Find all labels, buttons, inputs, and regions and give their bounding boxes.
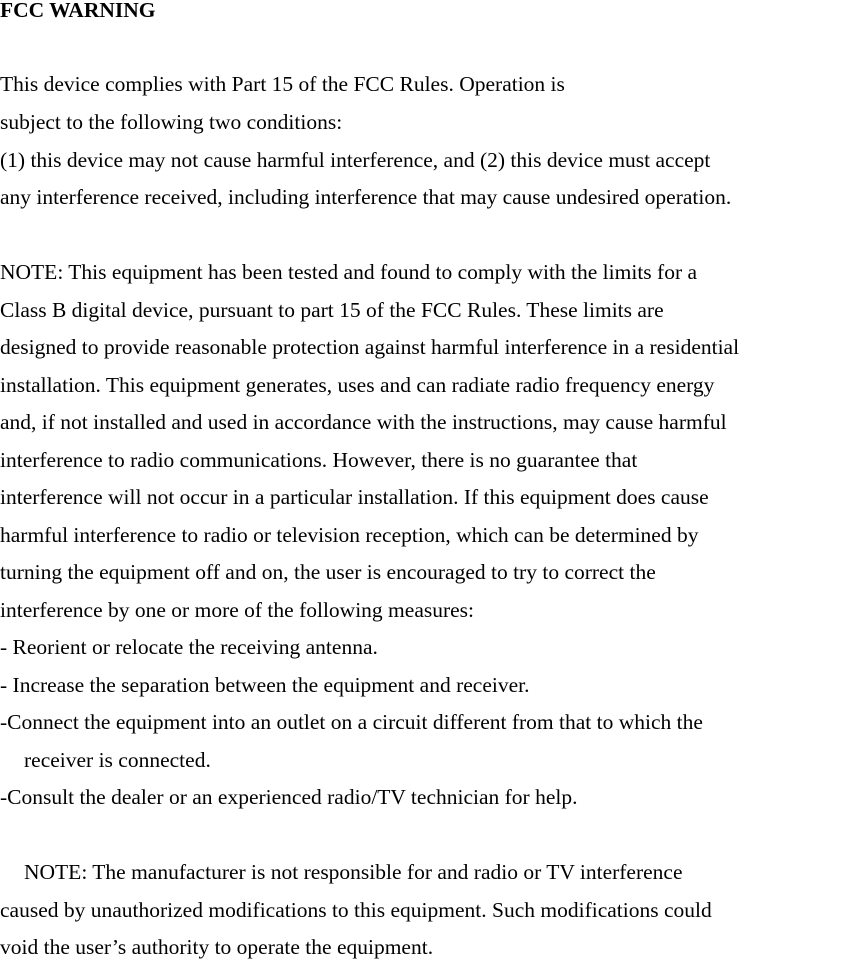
text-line: and, if not installed and used in accordance with the instructions, may cause harmful xyxy=(0,410,727,434)
text-line: This device complies with Part 15 of the FCC Rules. Operation is xyxy=(0,72,565,96)
text-line: subject to the following two conditions: xyxy=(0,110,343,134)
list-item: - Reorient or relocate the receiving antenna. xyxy=(0,635,378,659)
text-line: NOTE: This equipment has been tested and found to comply with the limits for a xyxy=(0,260,698,284)
text-line: installation. This equipment generates, uses and can radiate radio frequency energy xyxy=(0,373,715,397)
list-item: -Consult the dealer or an experienced radio/TV technician for help. xyxy=(0,785,578,809)
document-title: FCC WARNING xyxy=(0,0,156,22)
text-line: caused by unauthorized modifications to this equipment. Such modifications could xyxy=(0,898,712,922)
text-line: interference will not occur in a particular installation. If this equipment does cause xyxy=(0,485,709,509)
text-line: interference by one or more of the following measures: xyxy=(0,598,475,622)
text-line: interference to radio communications. However, there is no guarantee that xyxy=(0,448,638,472)
text-line: NOTE: The manufacturer is not responsible for and radio or TV interference xyxy=(24,860,683,884)
text-line: any interference received, including interference that may cause undesired operation. xyxy=(0,185,732,209)
text-line: designed to provide reasonable protection against harmful interference in a residential xyxy=(0,335,740,359)
text-line: void the user’s authority to operate the equipment. xyxy=(0,935,434,959)
list-item: - Increase the separation between the equipment and receiver. xyxy=(0,673,530,697)
list-item-continuation: receiver is connected. xyxy=(24,748,211,772)
list-item: -Connect the equipment into an outlet on a circuit different from that to which the xyxy=(0,710,703,734)
text-line: (1) this device may not cause harmful interference, and (2) this device must accept xyxy=(0,148,711,172)
text-line: harmful interference to radio or television reception, which can be determined by xyxy=(0,523,699,547)
text-line: Class B digital device, pursuant to part 15 of the FCC Rules. These limits are xyxy=(0,298,664,322)
text-line: turning the equipment off and on, the user is encouraged to try to correct the xyxy=(0,560,656,584)
